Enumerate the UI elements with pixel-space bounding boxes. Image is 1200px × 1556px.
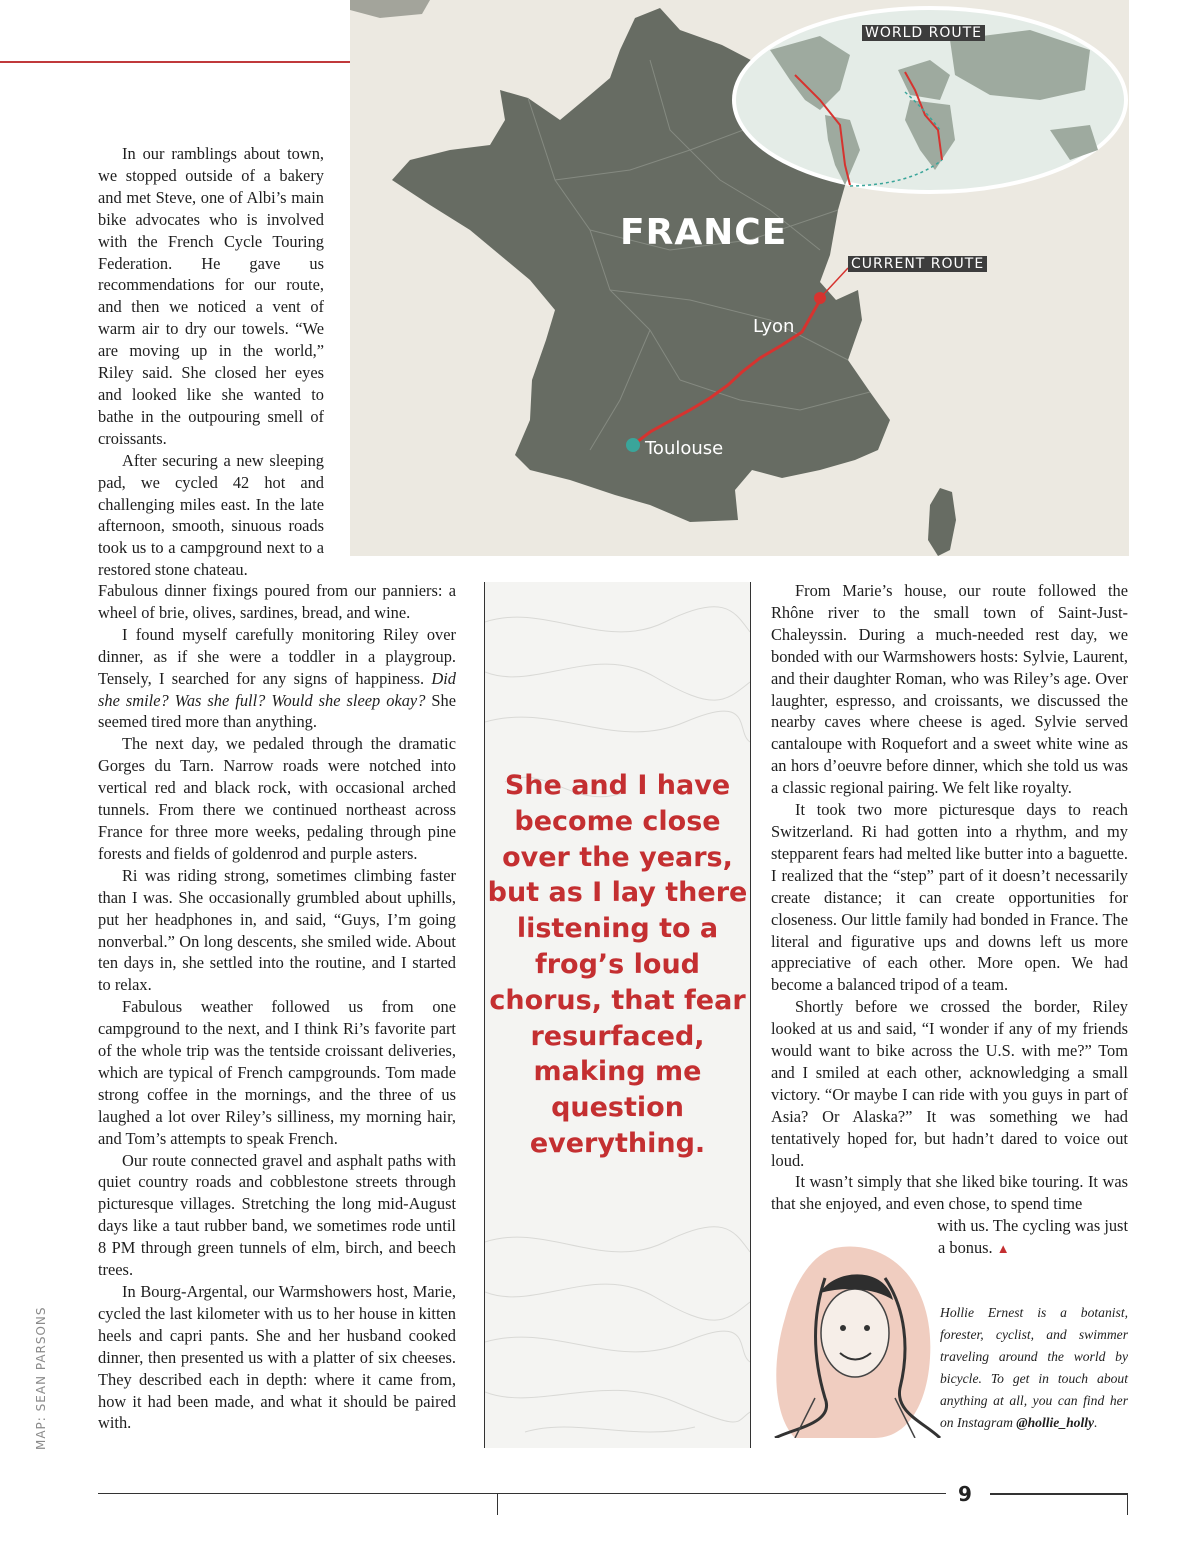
paragraph: Shortly before we crossed the border, Riley looked at us and said, “I wonder if any of my friends would want to bike across the U.S. with me?” Tom and I smiled at each other, acknowledging a small victory. “Or maybe I can ride with you guys in part of Asia? Or Alaska?” It was something we had tentatively hoped for, but hadn’t dared to voice out loud.	[771, 997, 1128, 1170]
page-number: 9	[958, 1482, 972, 1506]
paragraph: From Marie’s house, our route followed the Rhône river to the small town of Saint-Just-Chaleyssin. During a much-needed rest day, we bonded with our Warmshowers hosts: Sylvie, Laurent, and their daughter Roman, who was Riley’s age. Over laughter, espresso, and croissants, we discussed the nearby caves where cheese is aged. Sylvie served cantaloupe with Roquefort and a sweet white wine as an hors d’oeuvre before dinner, which she told us was a classic regional pairing. We felt like royalty.	[771, 581, 1128, 798]
france-map-graphic	[350, 0, 1129, 556]
paragraph: The next day, we pedaled through the dramatic Gorges du Tarn. Narrow roads were notched into vertical red and black rock, with occasional arched tunnels. From there we continued northeast across France for three more weeks, pedaling through pine forests and fields of goldenrod and purple asters.	[98, 734, 456, 863]
paragraph: After securing a new sleeping pad, we cycled 42 hot and challenging miles east. In the late afternoon, smooth, sinuous roads took us to a campground next to a restored stone chateau.	[98, 450, 324, 580]
footer-divider	[497, 1493, 498, 1515]
article-column-1-top	[98, 143, 324, 581]
bio-text: Hollie Ernest is a botanist, forester, cyclist, and swimmer traveling around the world by bicycle. To get in touch about anything at all, you can find her on Instagram	[940, 1305, 1128, 1430]
bio-end: .	[1094, 1415, 1098, 1430]
paragraph	[98, 624, 456, 734]
paragraph: In our ramblings about town, we stopped outside of a bakery and met Steve, one of Albi’s main bike advocates who is involved with the French Cycle Touring Federation. He gave us recommendations for our route, and then we noticed a vent of warm air to dry our towels. “We are moving up in the world,” Riley said. She closed her eyes and looked like she wanted to bathe in the outpouring smell of croissants.	[98, 144, 324, 448]
paragraph: Ri was riding strong, sometimes climbing faster than I was. She occasionally grumbled about uphills, put her headphones in, and said, “Guys, I’m going nonverbal.” On long descents, she smiled wide. About ten days in, she settled into the routine, and I started to relax.	[98, 865, 456, 995]
article-column-1-bottom	[98, 580, 456, 1434]
pull-quote: She and I have become close over the years, but as I lay there listening to a frog’s loud chorus, that fear resurfaced, making me question everything.	[487, 770, 748, 1159]
footer-rule-right	[990, 1493, 1128, 1495]
end-mark-icon: ▲	[996, 1241, 1010, 1257]
footer-rule	[98, 1493, 946, 1494]
pull-quote-box	[484, 582, 751, 1448]
paragraph	[771, 1215, 1128, 1237]
paragraph: Fabulous dinner fixings poured from our panniers: a wheel of brie, olives, sardines, bread, and wine.	[98, 581, 456, 622]
paragraph-text: She seemed tired more than anything.	[98, 690, 456, 732]
instagram-handle[interactable]: @hollie_holly	[1016, 1415, 1095, 1430]
country-label: FRANCE	[620, 212, 788, 253]
article-column-3	[771, 580, 1128, 1260]
paragraph: Fabulous weather followed us from one campground to the next, and I think Ri’s favorite part of the whole trip was the tentside croissant deliveries, which are typical of French campgrounds. Tom made strong coffee in the mornings, and the three of us laughed a lot over Riley’s silliness, my morning hair, and Tom’s attempts to speak French.	[98, 997, 456, 1148]
header-rule	[0, 61, 350, 63]
author-portrait	[755, 1238, 955, 1438]
paragraph: In Bourg-Argental, our Warmshowers host, Marie, cycled the last kilometer with us to her house in kitten heels and capri pants. She and her husband cooked dinner, then presented us with a platter of six cheeses. They described each in depth: where it came from, how it had been made, and what it should be paired with.	[98, 1282, 456, 1433]
author-bio	[940, 1302, 1128, 1434]
current-route-label: CURRENT ROUTE	[848, 256, 987, 272]
city-label-toulouse: Toulouse	[645, 438, 724, 459]
map-credit: MAP: SEAN PARSONS	[34, 1306, 48, 1450]
route-map	[350, 0, 1129, 556]
paragraph-italic: Did she smile? Was she full? Would she sleep okay?	[98, 668, 456, 710]
paragraph: Our route connected gravel and asphalt paths with quiet country roads and cobblestone streets through picturesque villages. Stretching the long mid-August days like a taut rubber band, we sometimes rode until 8 PM through green tunnels of elm, birch, and beech trees.	[98, 1150, 456, 1280]
paragraph: It took two more picturesque days to reach Switzerland. Ri had gotten into a rhythm, and my stepparent fears had melted like butter into a baguette. I realized that the “step” part of it doesn’t necessarily create distance; it can create opportunities for closeness. Our little family had bonded in France. The literal and figurative ups and downs left us more appreciative of each other. More open. We had become a balanced tripod of a team.	[771, 800, 1128, 995]
footer-divider	[1127, 1493, 1128, 1515]
paragraph: It wasn’t simply that she liked bike touring. It was that she enjoyed, and even chose, to spend time	[771, 1172, 1128, 1214]
paragraph-text: I found myself carefully monitoring Riley over dinner, as if she were a toddler in a playgroup. Tensely, I searched for any signs of happiness.	[98, 624, 456, 688]
paragraph-text: a bonus.	[938, 1238, 993, 1258]
city-label-lyon: Lyon	[753, 316, 795, 337]
paragraph-text: with us. The cycling was just	[937, 1216, 1128, 1236]
toulouse-dot	[626, 438, 640, 452]
world-route-label: WORLD ROUTE	[862, 25, 985, 41]
